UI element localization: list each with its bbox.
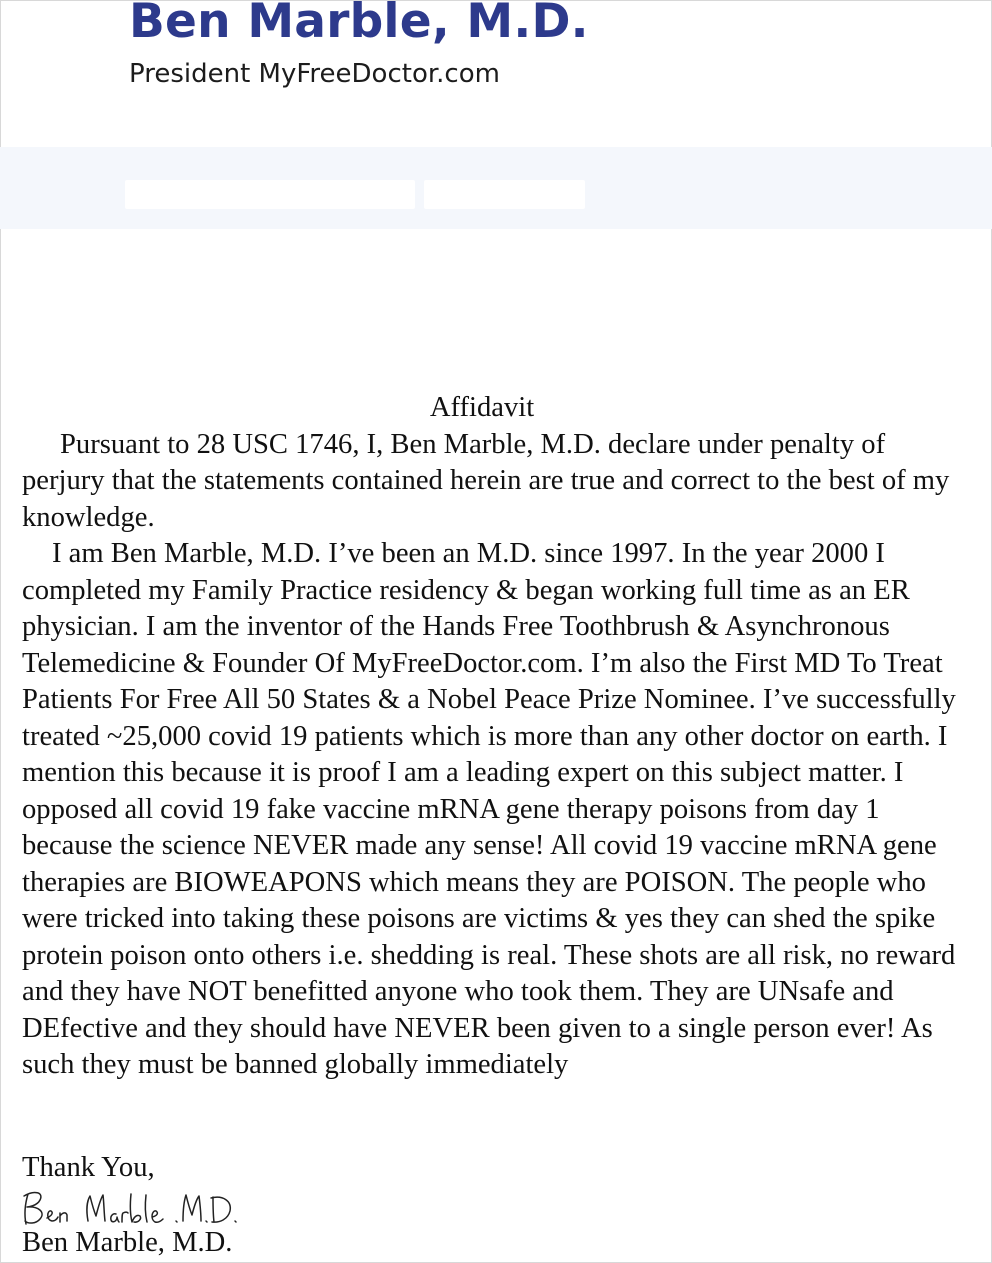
- closing-salutation: Thank You,: [22, 1152, 155, 1183]
- letterhead-title: President MyFreeDoctor.com: [129, 59, 500, 89]
- declaration-paragraph: Pursuant to 28 USC 1746, I, Ben Marble, M.D. declare under penalty of perjury that the statements contained herein are true and correct to the best of my knowledge.: [22, 428, 950, 533]
- letterhead-name: Ben Marble, M.D.: [129, 0, 589, 49]
- band-placeholder-box: [424, 180, 585, 209]
- band-placeholder-box: [125, 180, 415, 209]
- affidavit-body: [22, 390, 972, 1084]
- printed-name: Ben Marble, M.D.: [22, 1227, 233, 1258]
- header-band: [0, 147, 992, 229]
- handwritten-signature: [20, 1186, 250, 1230]
- affidavit-heading: Affidavit: [429, 392, 535, 423]
- statement-paragraph: I am Ben Marble, M.D. I’ve been an M.D. since 1997. In the year 2000 I completed my Family Practice residency & began working full time as an ER physician. I am the inventor of the Hands Free Toothbrush & Asynchronous Telemedicine & Founder Of MyFreeDoctor.com. I’m also the First MD To Treat Patients For Free All 50 States & a Nobel Peace Prize Nominee. I’ve successfully treated ~25,000 covid 19 patients which is more than any other doctor on earth. I mention this because it is proof I am a leading expert on this subject matter. I opposed all covid 19 fake vaccine mRNA gene therapy poisons from day 1 because the science NEVER made any sense! All covid 19 vaccine mRNA gene therapies are BIOWEAPONS which means they are POISON. The people who were tricked into taking these poisons are victims & yes they can shed the spike protein poison onto others i.e. shedding is real. These shots are all risk, no reward and they have NOT benefitted anyone who took them. They are UNsafe and DEfective and they should have NEVER been given to a single person ever! As such they must be banned globally immediately: [22, 538, 956, 1080]
